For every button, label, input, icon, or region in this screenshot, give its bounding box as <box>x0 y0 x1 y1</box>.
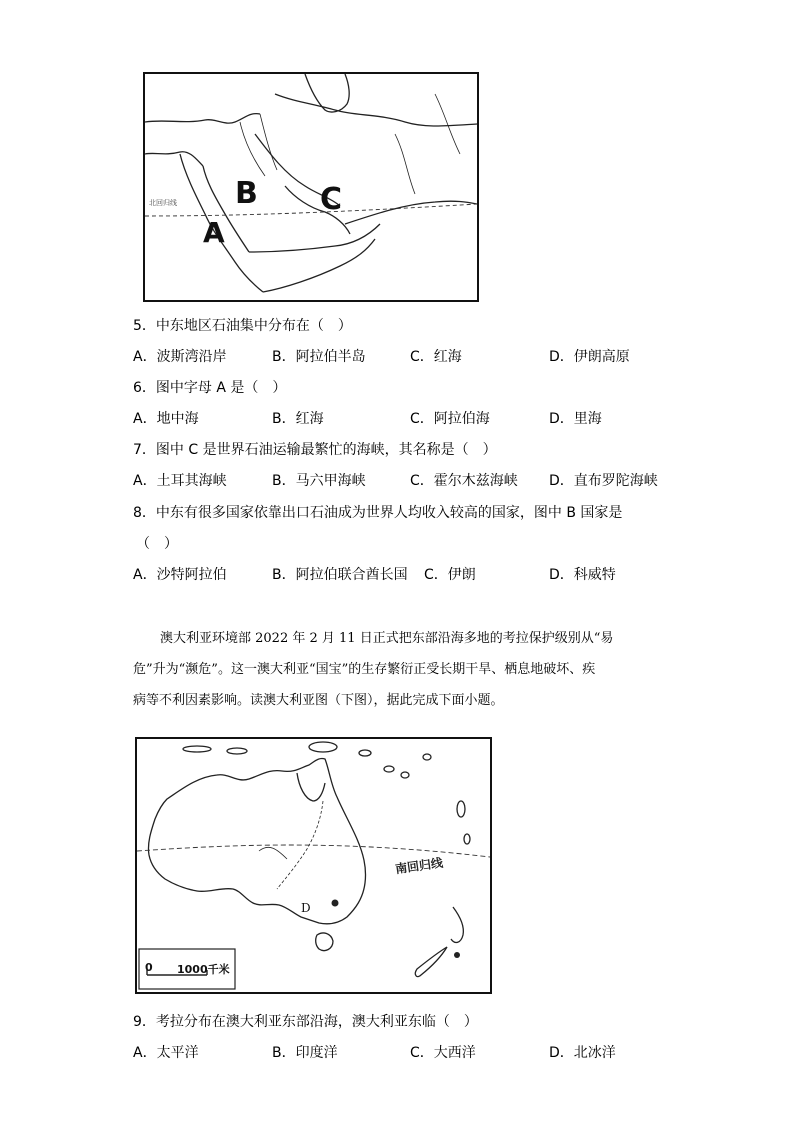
q9-option-a[interactable]: A．太平洋 <box>133 1045 199 1061</box>
question-8-options <box>133 566 693 584</box>
q7-option-a[interactable]: A．土耳其海峡 <box>133 473 227 489</box>
q5-option-b[interactable]: B．阿拉伯半岛 <box>272 349 366 365</box>
middle-east-map <box>143 72 479 302</box>
map-label-d: D <box>301 901 311 915</box>
q9-option-c[interactable]: C．大西洋 <box>410 1045 476 1061</box>
tropic-of-capricorn-label: 南回归线 <box>394 855 444 877</box>
question-6: 6．图中字母 A 是（ ） <box>133 380 287 396</box>
q5-option-d[interactable]: D．伊朗高原 <box>549 349 630 365</box>
q7-option-d[interactable]: D．直布罗陀海峡 <box>549 473 658 489</box>
passage-line-3: 病等不利因素影响。读澳大利亚图（下图），据此完成下面小题。 <box>133 693 504 708</box>
q7-option-b[interactable]: B．马六甲海峡 <box>272 473 366 489</box>
question-9: 9．考拉分布在澳大利亚东部沿海，澳大利亚东临（ ） <box>133 1014 478 1030</box>
question-9-options <box>133 1044 693 1062</box>
q9-option-b[interactable]: B．印度洋 <box>272 1045 338 1061</box>
tropic-of-cancer-label: 北回归线 <box>149 199 177 207</box>
q7-option-c[interactable]: C．霍尔木兹海峡 <box>410 473 518 489</box>
passage-line-1: 澳大利亚环境部 2022 年 2 月 11 日正式把东部沿海多地的考拉保护级别从“易 <box>160 631 614 646</box>
q6-option-d[interactable]: D．里海 <box>549 411 602 427</box>
q8-option-c[interactable]: C．伊朗 <box>424 567 476 583</box>
q8-option-b[interactable]: B．阿拉伯联合酋长国 <box>272 567 408 583</box>
q9-option-d[interactable]: D．北冰洋 <box>549 1045 616 1061</box>
question-5: 5．中东地区石油集中分布在（ ） <box>133 318 352 334</box>
q6-option-b[interactable]: B．红海 <box>272 411 324 427</box>
map-label-c: C <box>320 182 343 217</box>
scale-distance: 1000千米 <box>177 963 230 976</box>
question-7: 7．图中 C 是世界石油运输最繁忙的海峡，其名称是（ ） <box>133 442 497 458</box>
question-5-options <box>133 348 693 366</box>
q8-option-d[interactable]: D．科威特 <box>549 567 616 583</box>
q8-option-a[interactable]: A．沙特阿拉伯 <box>133 567 227 583</box>
passage-line-2: 危”升为“濒危”。这一澳大利亚“国宝”的生存繁衍正受长期干旱、栖息地破坏、疾 <box>133 662 596 677</box>
q6-option-a[interactable]: A．地中海 <box>133 411 199 427</box>
map-label-b: B <box>235 176 258 211</box>
q5-option-c[interactable]: C．红海 <box>410 349 462 365</box>
map-label-a: A <box>203 216 225 249</box>
q6-option-c[interactable]: C．阿拉伯海 <box>410 411 490 427</box>
question-8-continuation: （ ） <box>136 536 178 552</box>
question-7-options <box>133 472 693 490</box>
australia-map <box>135 737 492 994</box>
question-8: 8．中东有很多国家依靠出口石油成为世界人均收入较高的国家，图中 B 国家是 <box>133 505 623 521</box>
middle-east-map-drawing <box>145 74 477 300</box>
scale-zero: 0 <box>145 961 153 974</box>
question-6-options <box>133 410 693 428</box>
q5-option-a[interactable]: A．波斯湾沿岸 <box>133 349 227 365</box>
